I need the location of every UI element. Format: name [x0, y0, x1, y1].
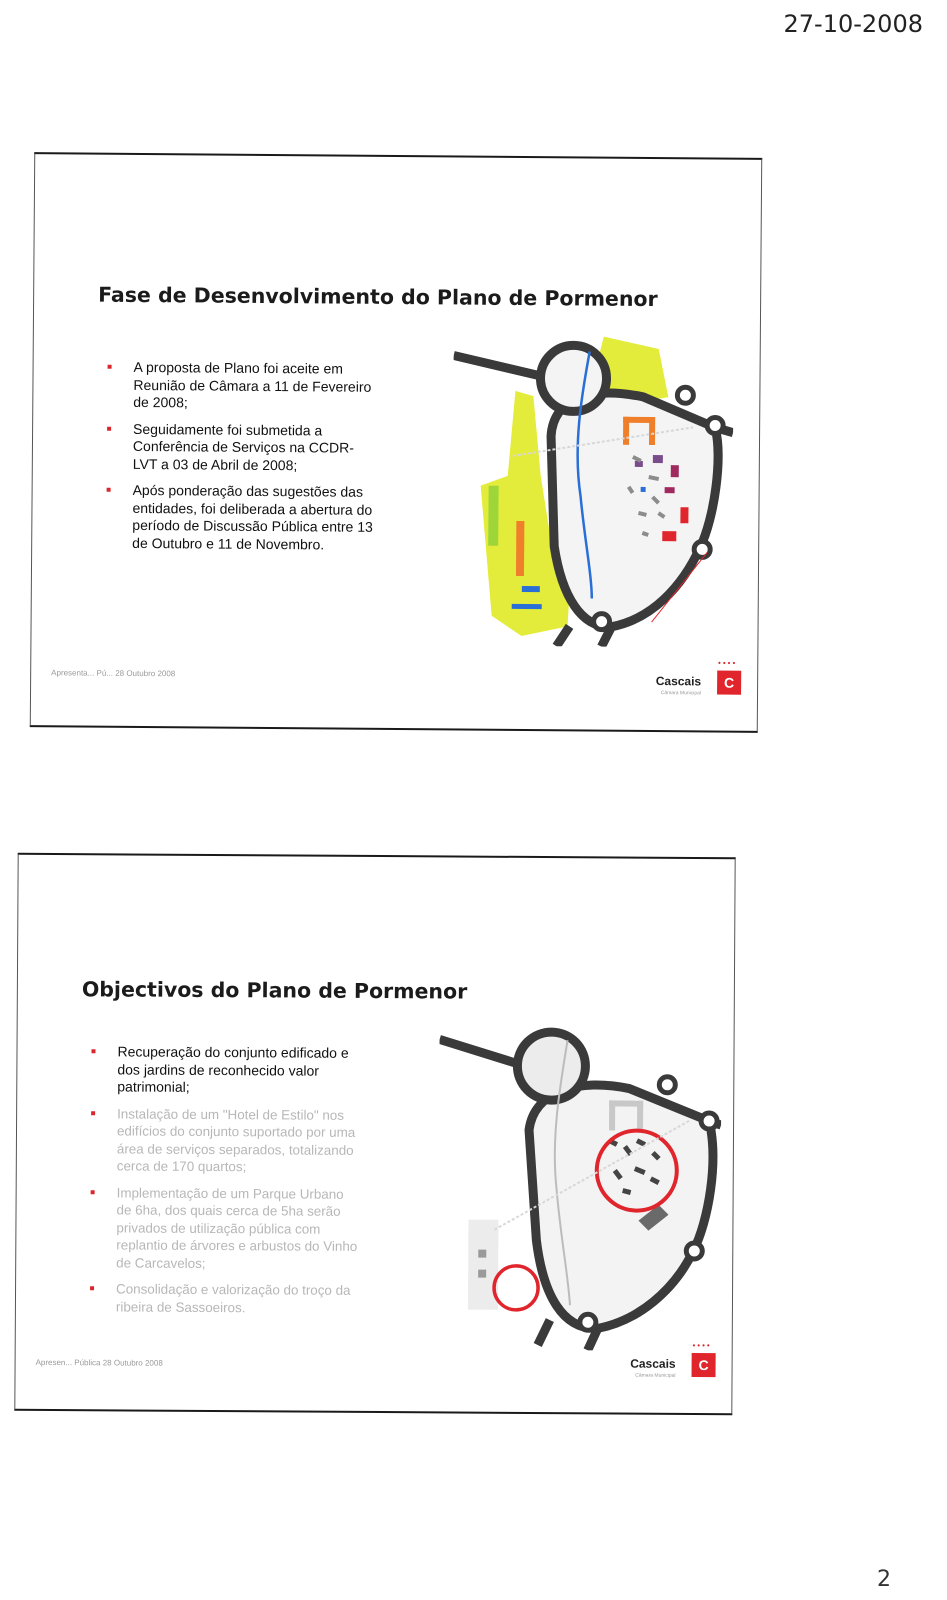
bullet-item: A proposta de Plano foi aceite em Reunião de Câmara a 11 de Fevereiro de 2008;	[107, 359, 377, 414]
cascais-logo-icon: C	[717, 671, 741, 695]
slide-title: Objectivos do Plano de Pormenor	[81, 977, 468, 1004]
brand-subtitle: Câmara Municipal	[635, 1372, 676, 1379]
bullet-item: Seguidamente foi submetida a Conferência de Serviços na CCDR-LVT a 03 de Abril de 2008;	[107, 420, 377, 475]
slide-objectivos	[14, 853, 735, 1415]
brand-name: Cascais	[630, 1356, 676, 1371]
slide-footer: Apresenta... Pú... 28 Outubro 2008	[51, 668, 176, 679]
site-plan-grayscale-map	[438, 1019, 722, 1351]
bullet-list	[90, 1043, 362, 1326]
bullet-item: Implementação de um Parque Urbano de 6ha, dos quais cerca de 5ha serão privados de utilização pública com replantio de árvores e arbustos do Vinho de Carcavelos;	[90, 1184, 361, 1273]
bullet-item: Instalação de um "Hotel de Estilo" nos edifícios do conjunto suportado por uma área de serviços separados, totalizando cerca de 170 quartos;	[91, 1105, 361, 1177]
cascais-brand	[605, 1340, 715, 1387]
slide-footer: Apresen... Pública 28 Outubro 2008	[35, 1357, 163, 1368]
brand-name: Cascais	[655, 674, 702, 689]
bullet-list	[106, 359, 378, 563]
cascais-logo-icon: C	[692, 1353, 716, 1377]
page-date: 27-10-2008	[783, 10, 923, 38]
slide-fase-desenvolvimento	[30, 152, 762, 733]
bullet-item: Recuperação do conjunto edificado e dos jardins de reconhecido valor patrimonial;	[91, 1043, 361, 1097]
brand-dots: ••••	[692, 1340, 712, 1351]
brand-dots: ••••	[718, 658, 738, 668]
page-number: 2	[877, 1567, 891, 1592]
bullet-item: Consolidação e valorização do troço da ribeira de Sassoeiros.	[90, 1280, 360, 1317]
slide-title: Fase de Desenvolvimento do Plano de Pormenor	[98, 282, 658, 312]
bullet-item: Após ponderação das sugestões das entidades, foi deliberada a abertura do período de Discussão Pública entre 13 de Outubro e 11 de Novembro.	[106, 482, 377, 554]
site-plan-colored-map	[451, 335, 733, 647]
brand-subtitle: Câmara Municipal	[660, 690, 702, 697]
cascais-brand	[631, 658, 741, 705]
